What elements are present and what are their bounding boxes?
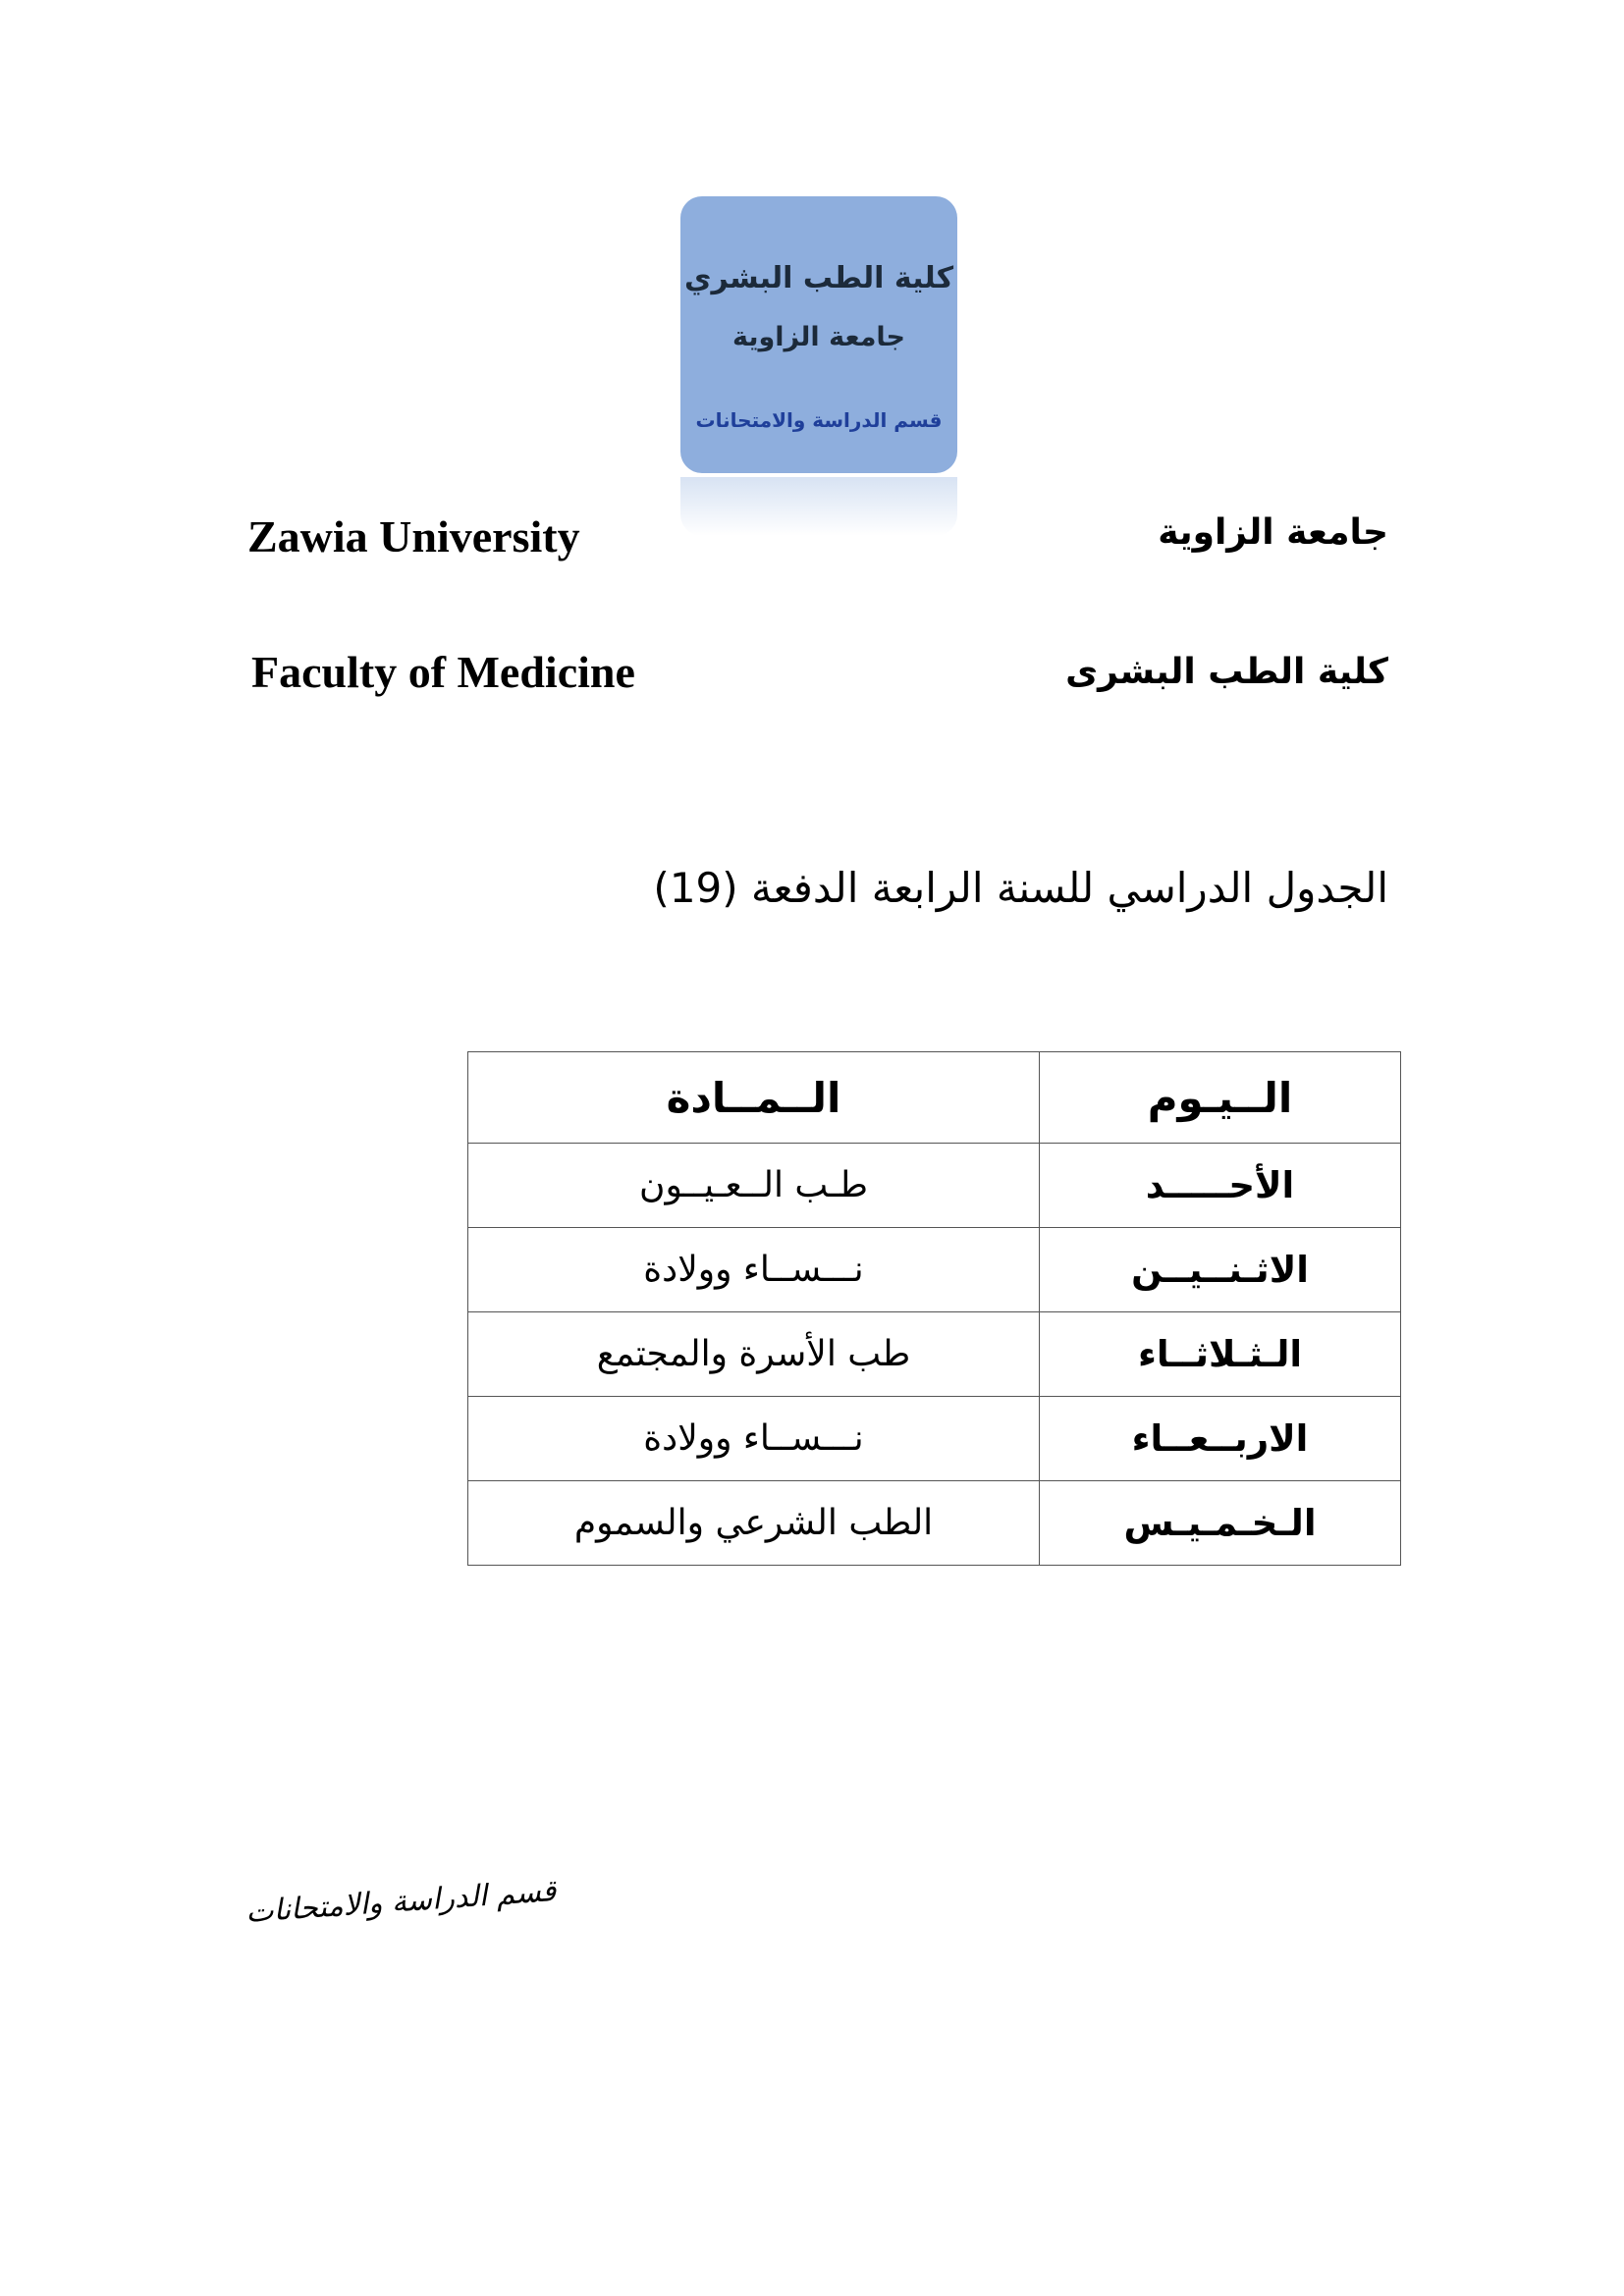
university-name-en: Zawia University	[247, 511, 580, 561]
table-row	[468, 1312, 1401, 1397]
department-signature: قسم الدراسة والامتحانات	[244, 1873, 558, 1931]
subject-cell: طـب الــعـيــون	[468, 1144, 1040, 1228]
faculty-name-ar: كلية الطب البشرى	[1065, 652, 1388, 692]
subject-column-header: الــمــادة	[468, 1052, 1040, 1144]
table-row	[468, 1481, 1401, 1566]
day-cell: الأحـــــد	[1040, 1144, 1401, 1228]
subject-cell: نـــســاء وولادة	[468, 1228, 1040, 1312]
schedule-table	[467, 1051, 1401, 1566]
faculty-name-en: Faculty of Medicine	[251, 647, 635, 697]
subject-cell: نـــســاء وولادة	[468, 1397, 1040, 1481]
day-cell: الـثـلاثــاء	[1040, 1312, 1401, 1397]
logo-university-text: جامعة الزاوية	[731, 322, 906, 352]
university-name-ar: جامعة الزاوية	[1158, 512, 1388, 553]
table-row	[468, 1397, 1401, 1481]
table-row	[468, 1144, 1401, 1228]
schedule-title: الجدول الدراسي للسنة الرابعة الدفعة (19)	[653, 864, 1388, 912]
faculty-logo	[680, 196, 957, 473]
table-row	[468, 1228, 1401, 1312]
logo-faculty-text: كلية الطب البشري	[683, 261, 954, 295]
table-header-row	[468, 1052, 1401, 1144]
day-column-header: الــيـوم	[1040, 1052, 1401, 1144]
subject-cell: طب الأسرة والمجتمع	[468, 1312, 1040, 1397]
logo-department-text: قسم الدراسة والامتحانات	[695, 408, 943, 432]
day-cell: الـخـمـيـس	[1040, 1481, 1401, 1566]
day-cell: الاثـنــيــن	[1040, 1228, 1401, 1312]
logo-reflection	[680, 477, 957, 536]
subject-cell: الطب الشرعي والسموم	[468, 1481, 1040, 1566]
day-cell: الاربــعــاء	[1040, 1397, 1401, 1481]
